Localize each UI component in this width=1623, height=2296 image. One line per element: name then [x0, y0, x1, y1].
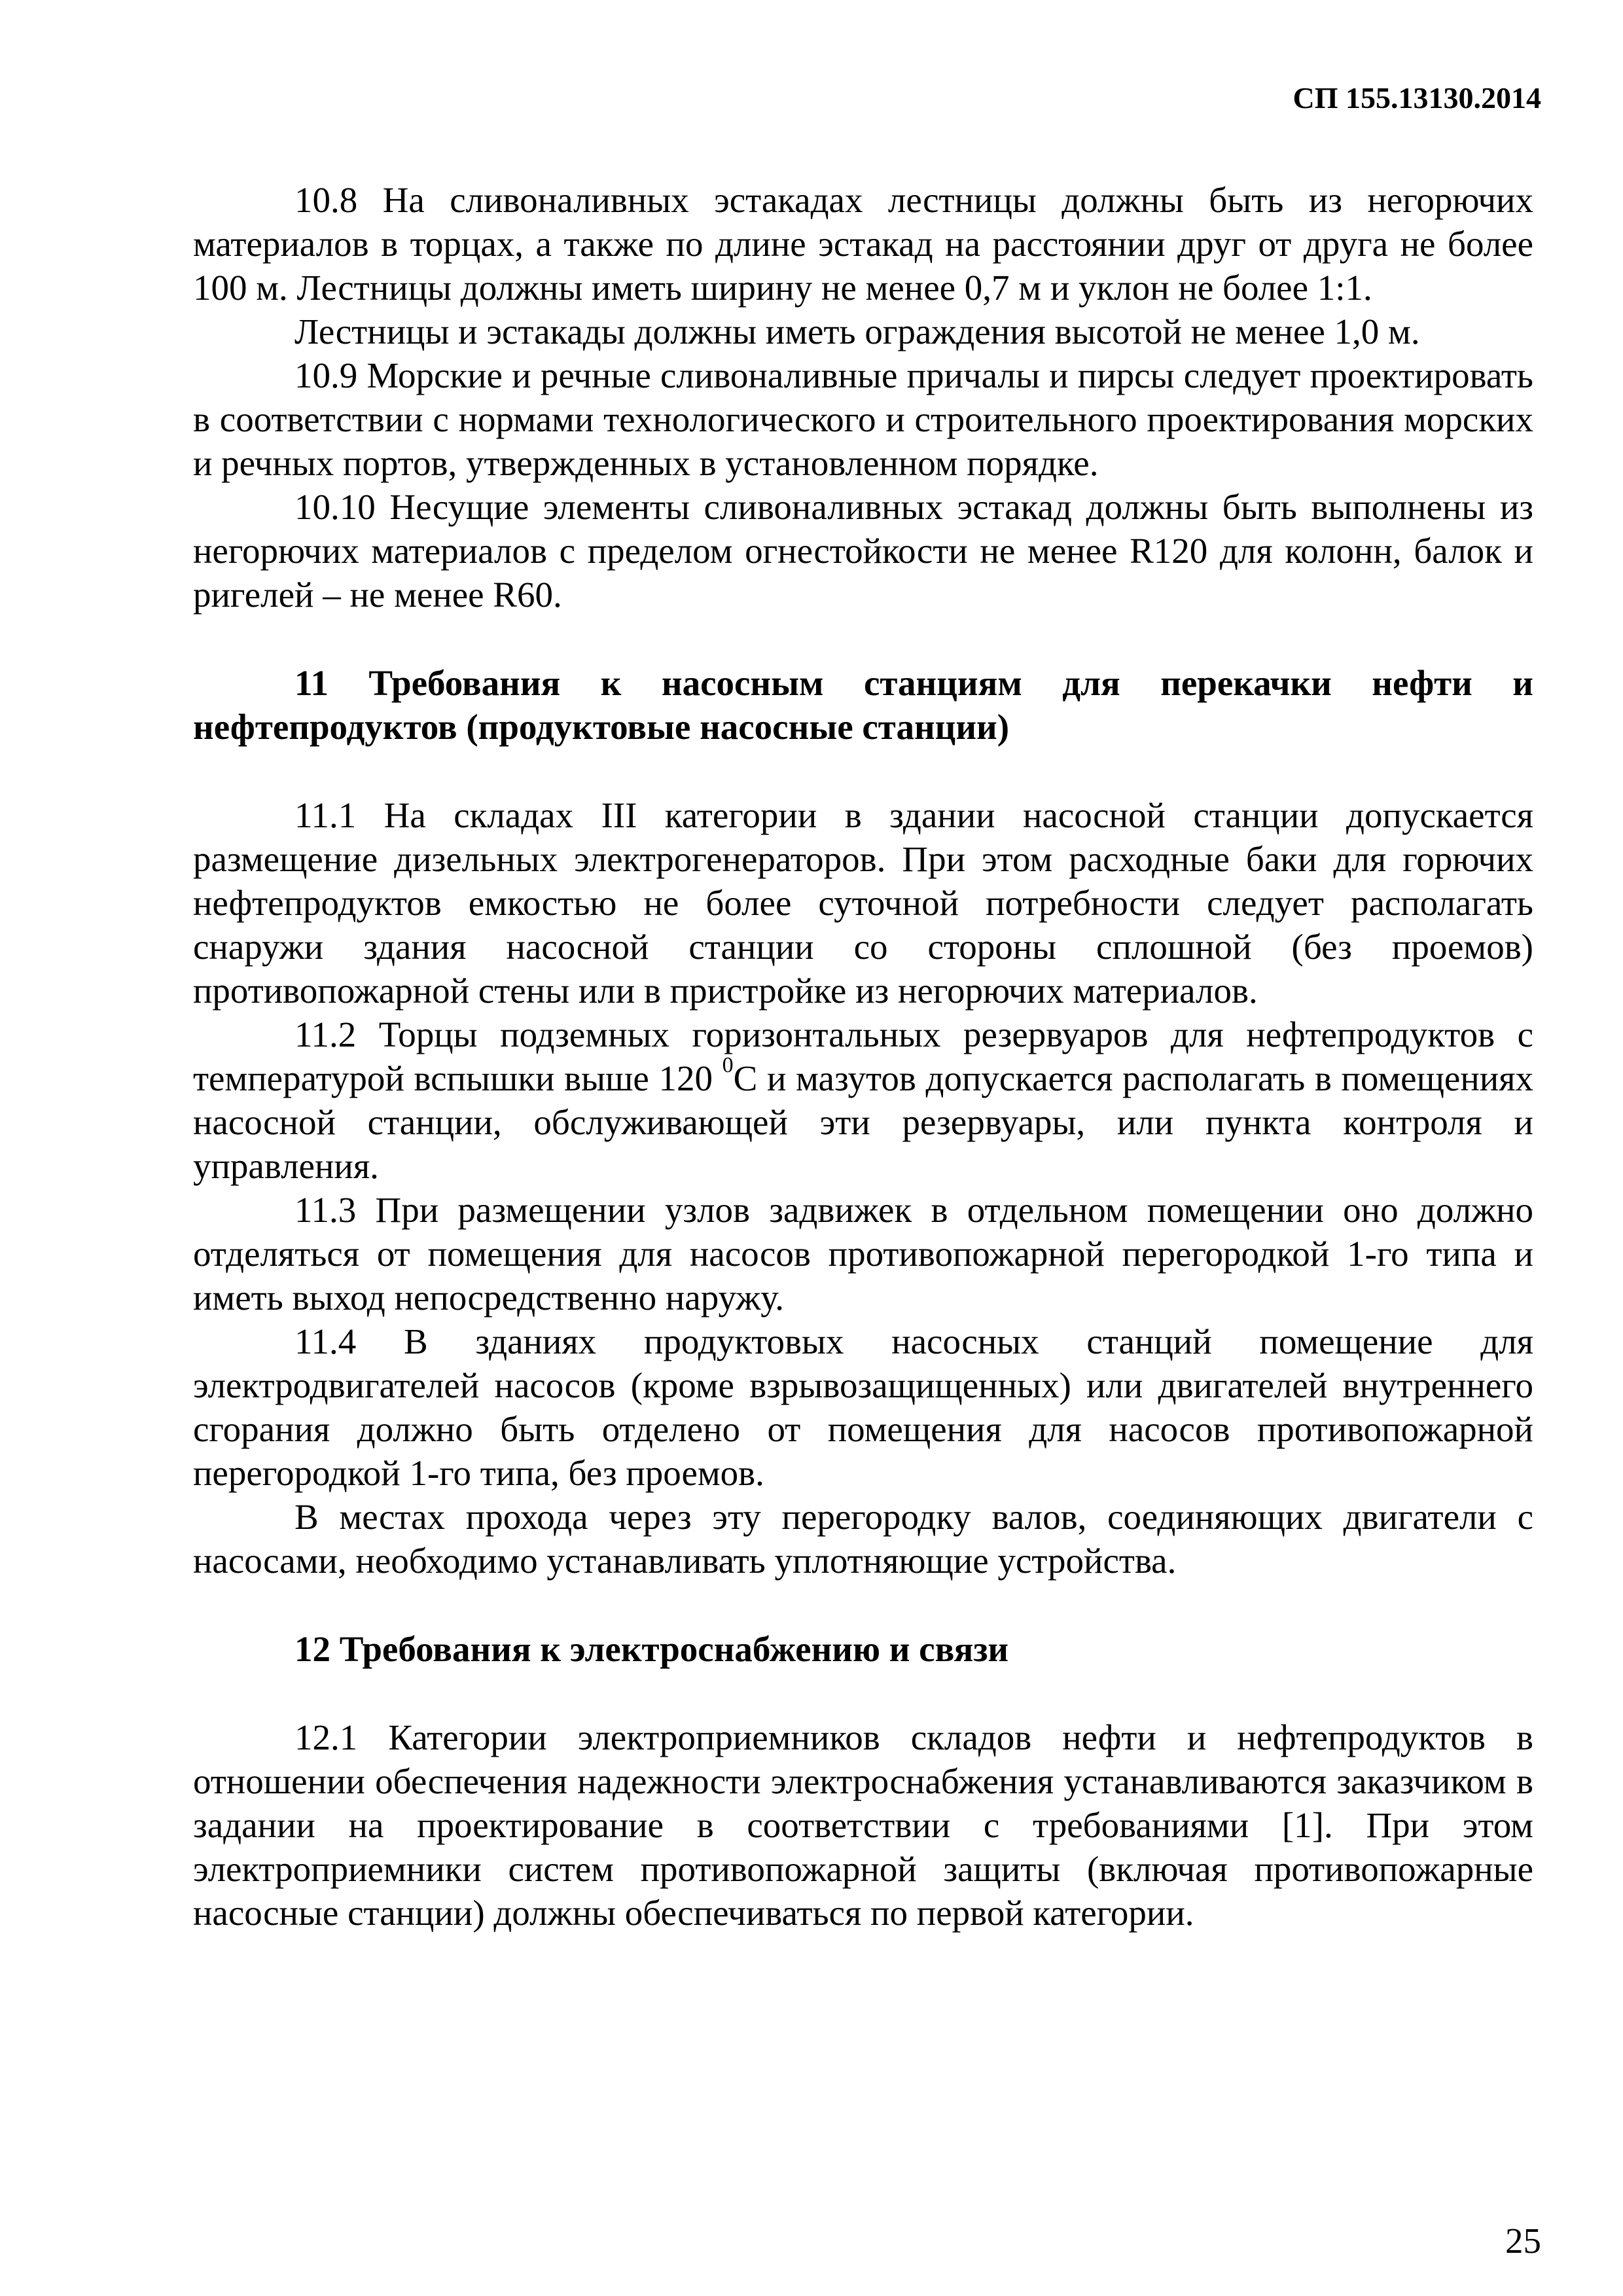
paragraph-10-9: 10.9 Морские и речные сливоналивные причалы и пирсы следует проектировать в соответствии с нормами технологического и строительного проектирования морских и речных портов, утвержденных в установленном порядке.: [193, 355, 1533, 483]
paragraph-11-1: 11.1 На складах III категории в здании насосной станции допускается размещение дизельных электрогенераторов. При этом расходные баки для горючих нефтепродуктов емкостью не более суточной потребности следует располагать снаружи здания насосной станции со стороны сплошной (без проемов) противопожарной стены или в пристройке из негорючих материалов.: [193, 795, 1533, 1011]
paragraph-11-3: 11.3 При размещении узлов задвижек в отдельном помещении оно должно отделяться от помещения для насосов противопожарной перегородкой 1-го типа и иметь выход непосредственно наружу.: [193, 1190, 1533, 1318]
page-number: 25: [1505, 2221, 1541, 2261]
degree-superscript: 0: [722, 1053, 734, 1077]
paragraph-11-2-text-b: С и мазутов допускается располагать в помещениях насосной станции, обслуживающей эти резервуары, или пункта контроля и управления.: [193, 1058, 1533, 1186]
paragraph-12-1: 12.1 Категории электроприемников складов нефти и нефтепродуктов в отношении обеспечения надежности электроснабжения устанавливаются заказчиком в задании на проектирование в соответствии с требованиями [1]. При этом электроприемники систем противопожарной защиты (включая противопожарные насосные станции) должны обеспечиваться по первой категории.: [193, 1717, 1533, 1933]
paragraph-10-8: 10.8 На сливоналивных эстакадах лестницы должны быть из негорючих материалов в торцах, а также по длине эстакад на расстоянии друг от друга не более 100 м. Лестницы должны иметь ширину не менее 0,7 м и уклон не более 1:1.: [193, 180, 1533, 308]
document-code: СП 155.13130.2014: [1293, 81, 1541, 115]
paragraph-10-8-railings: Лестницы и эстакады должны иметь ограждения высотой не менее 1,0 м.: [294, 312, 1420, 351]
section-heading-12: 12 Требования к электроснабжению и связи: [294, 1629, 1009, 1669]
paragraph-11-4-seals: В местах прохода через эту перегородку валов, соединяющих двигатели с насосами, необходимо устанавливать уплотняющие устройства.: [193, 1497, 1533, 1581]
section-heading-11: 11 Требования к насосным станциям для перекачки нефти и нефтепродуктов (продуктовые насосные станции): [193, 663, 1533, 747]
paragraph-10-10: 10.10 Несущие элементы сливоналивных эстакад должны быть выполнены из негорючих материалов с пределом огнестойкости не менее R120 для колонн, балок и ригелей – не менее R60.: [193, 487, 1533, 615]
paragraph-11-2: [193, 1013, 1533, 1188]
page-content: [193, 178, 1533, 1935]
paragraph-11-2-text-a: 11.2 Торцы подземных горизонтальных резервуаров для нефтепродуктов с температурой вспышки выше 120: [193, 1014, 1533, 1098]
paragraph-11-4: 11.4 В зданиях продуктовых насосных станций помещение для электродвигателей насосов (кроме взрывозащищенных) или двигателей внутреннего сгорания должно быть отделено от помещения для насосов противопожарной перегородкой 1-го типа, без проемов.: [193, 1321, 1533, 1493]
